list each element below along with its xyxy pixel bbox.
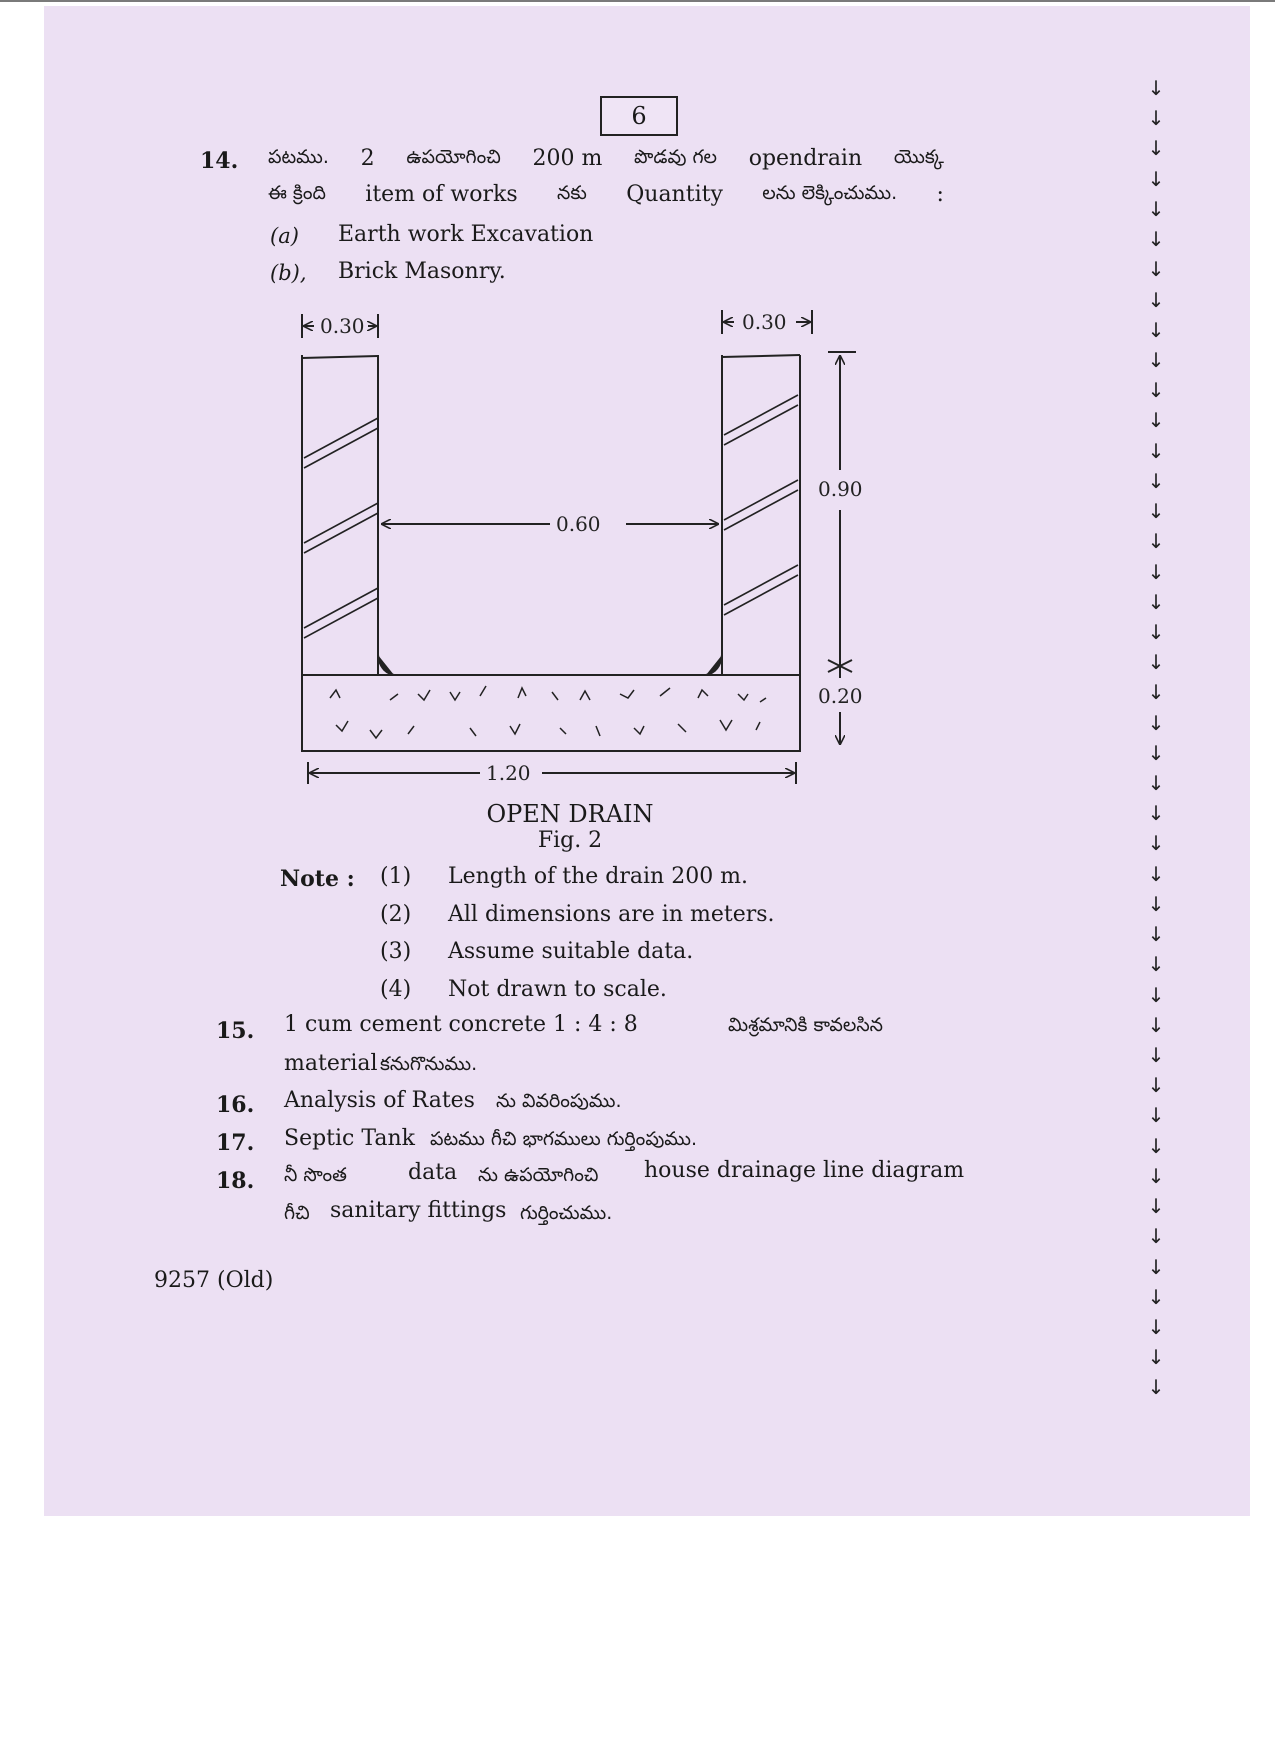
sub-b-label: (b), — [270, 261, 307, 285]
note-item-text: Length of the drain 200 m. — [448, 864, 749, 889]
q14-line2-segment: ఈ క్రింది — [268, 182, 326, 204]
margin-arrow-icon: ↓ — [1147, 347, 1165, 372]
question-17-number: 17. — [216, 1130, 255, 1156]
figure-title: OPEN DRAIN — [486, 800, 654, 828]
question-16-text-te: ను వివరింపుము. — [496, 1090, 622, 1112]
q14-line2-segment: : — [936, 182, 944, 207]
dim-height-label: 0.90 — [818, 477, 863, 501]
margin-arrow-icon: ↓ — [1147, 166, 1165, 191]
margin-arrow-icon: ↓ — [1147, 1314, 1165, 1339]
dim-base-label: 0.20 — [818, 684, 863, 708]
margin-arrow-icon: ↓ — [1147, 227, 1165, 252]
note-label: Note : — [280, 866, 355, 892]
q14-line1-segment: 200 m — [532, 146, 603, 171]
paper-code: 9257 (Old) — [154, 1268, 274, 1293]
dim-total-label: 1.20 — [486, 761, 531, 785]
margin-arrow-icon: ↓ — [1147, 136, 1165, 161]
margin-arrow-icon: ↓ — [1147, 287, 1165, 312]
margin-arrow-icon: ↓ — [1147, 891, 1165, 916]
margin-arrow-icon: ↓ — [1147, 1284, 1165, 1309]
margin-arrow-icon: ↓ — [1147, 1345, 1165, 1370]
q14-line1-segment: opendrain — [748, 146, 863, 171]
page-number-box: 6 — [600, 96, 678, 136]
question-18-line-1-te-a: నీ సొంత — [284, 1164, 347, 1186]
right-wall-top — [722, 355, 800, 357]
margin-arrow-icon: ↓ — [1147, 559, 1165, 584]
question-18-line-2-te-b: గుర్తించుము. — [520, 1202, 613, 1224]
question-15-line-2-en: material — [284, 1051, 378, 1076]
question-17-text-en: Septic Tank — [284, 1126, 415, 1151]
margin-arrow-icon: ↓ — [1147, 1224, 1165, 1249]
margin-arrow-icon: ↓ — [1147, 317, 1165, 342]
margin-arrow-icon: ↓ — [1147, 861, 1165, 886]
note-item-text: Assume suitable data. — [448, 939, 694, 964]
question-15-line-2-te: కనుగొనుము. — [380, 1053, 478, 1075]
question-18-number: 18. — [216, 1168, 255, 1194]
q14-line1-segment: యొక్క — [893, 146, 944, 168]
question-17-text-te: పటము గీచి భాగములు గుర్తింపుము. — [430, 1128, 697, 1150]
margin-arrow-icon: ↓ — [1147, 1012, 1165, 1037]
margin-arrow-icon: ↓ — [1147, 801, 1165, 826]
margin-arrow-icon: ↓ — [1147, 529, 1165, 554]
q14-line1-segment: 2 — [360, 146, 375, 171]
question-18-line-1-te-b: ను ఉపయోగించి — [478, 1164, 599, 1186]
note-item-number: (3) — [380, 939, 412, 964]
q14-line1-segment: పొడవు గల — [634, 146, 717, 168]
question-18-line-2-te-a: గీచి — [284, 1202, 310, 1224]
q14-line2-segment: నకు — [557, 182, 587, 204]
margin-arrow-icon: ↓ — [1147, 982, 1165, 1007]
margin-arrow-icon: ↓ — [1147, 76, 1165, 100]
note-item-number: (1) — [380, 864, 412, 889]
note-item-text: All dimensions are in meters. — [448, 901, 775, 927]
margin-arrow-icon: ↓ — [1147, 831, 1165, 856]
concrete-aggregate-marks — [330, 686, 766, 738]
margin-arrow-icon: ↓ — [1147, 106, 1165, 131]
scan-top-edge — [0, 0, 1275, 2]
margin-arrow-icon: ↓ — [1147, 1194, 1165, 1219]
margin-arrow-icon: ↓ — [1147, 196, 1165, 221]
note-item-number: (2) — [380, 901, 412, 927]
margin-arrow-icon: ↓ — [1147, 257, 1165, 282]
q14-line1-segment: ఉపయోగించి — [406, 146, 501, 168]
question-14-number: 14. — [200, 148, 239, 174]
question-15-text-te: మిశ్రమానికి కావలసిన — [728, 1014, 883, 1036]
question-18-line-1-en-a: data — [408, 1160, 458, 1185]
margin-arrow-icon: ↓ — [1147, 922, 1165, 947]
q14-line2-segment: item of works — [365, 182, 518, 207]
margin-arrow-icon: ↓ — [1147, 1073, 1165, 1098]
question-16-number: 16. — [216, 1092, 255, 1118]
margin-arrow-icon: ↓ — [1147, 1043, 1165, 1067]
margin-arrow-icon: ↓ — [1147, 619, 1165, 644]
margin-arrow-icon: ↓ — [1147, 1103, 1165, 1128]
figure-label: Fig. 2 — [537, 828, 603, 853]
sub-b-text: Brick Masonry. — [338, 259, 506, 284]
question-16-text-en: Analysis of Rates — [284, 1088, 475, 1113]
note-item-number: (4) — [380, 976, 412, 1002]
question-18-line-1-en-b: house drainage line diagram — [644, 1158, 965, 1183]
q14-line2-segment: లను లెక్కించుము. — [762, 182, 898, 204]
margin-arrow-icon: ↓ — [1147, 1254, 1165, 1279]
margin-arrow-icon: ↓ — [1147, 468, 1165, 493]
question-15-number: 15. — [216, 1018, 255, 1044]
margin-arrow-icon: ↓ — [1147, 589, 1165, 614]
margin-arrow-icon: ↓ — [1147, 771, 1165, 796]
margin-arrow-icon: ↓ — [1147, 680, 1165, 705]
margin-arrow-icon: ↓ — [1147, 1163, 1165, 1188]
note-item-text: Not drawn to scale. — [448, 976, 667, 1002]
dim-left-top-label: 0.30 — [320, 314, 365, 338]
margin-arrow-icon: ↓ — [1147, 650, 1165, 675]
left-fillet — [378, 655, 394, 675]
question-14-line-2 — [268, 182, 944, 209]
q14-line2-segment: Quantity — [626, 182, 723, 207]
concrete-base-slab — [302, 675, 800, 751]
question-14-line-1 — [268, 146, 944, 173]
dim-right-top-label: 0.30 — [742, 310, 787, 334]
margin-arrow-icon: ↓ — [1147, 1375, 1165, 1400]
left-wall-top — [302, 356, 378, 358]
margin-arrow-icon: ↓ — [1147, 499, 1165, 524]
sub-a-label: (a) — [270, 224, 299, 248]
margin-arrow-icon: ↓ — [1147, 408, 1165, 433]
margin-arrow-icon: ↓ — [1147, 438, 1165, 463]
margin-arrow-icon: ↓ — [1147, 378, 1165, 403]
margin-arrow-column — [1143, 78, 1169, 1398]
question-15-text-en: 1 cum cement concrete 1 : 4 : 8 — [284, 1012, 638, 1037]
margin-arrow-icon: ↓ — [1147, 740, 1165, 765]
q14-line1-segment: పటము. — [268, 146, 329, 168]
sub-a-text: Earth work Excavation — [338, 222, 594, 247]
right-fillet — [706, 655, 722, 675]
question-18-line-2-en: sanitary fittings — [330, 1198, 507, 1223]
dim-inner-label: 0.60 — [556, 512, 601, 536]
open-drain-figure — [290, 300, 880, 800]
margin-arrow-icon: ↓ — [1147, 952, 1165, 977]
margin-arrow-icon: ↓ — [1147, 710, 1165, 735]
margin-arrow-icon: ↓ — [1147, 1133, 1165, 1158]
